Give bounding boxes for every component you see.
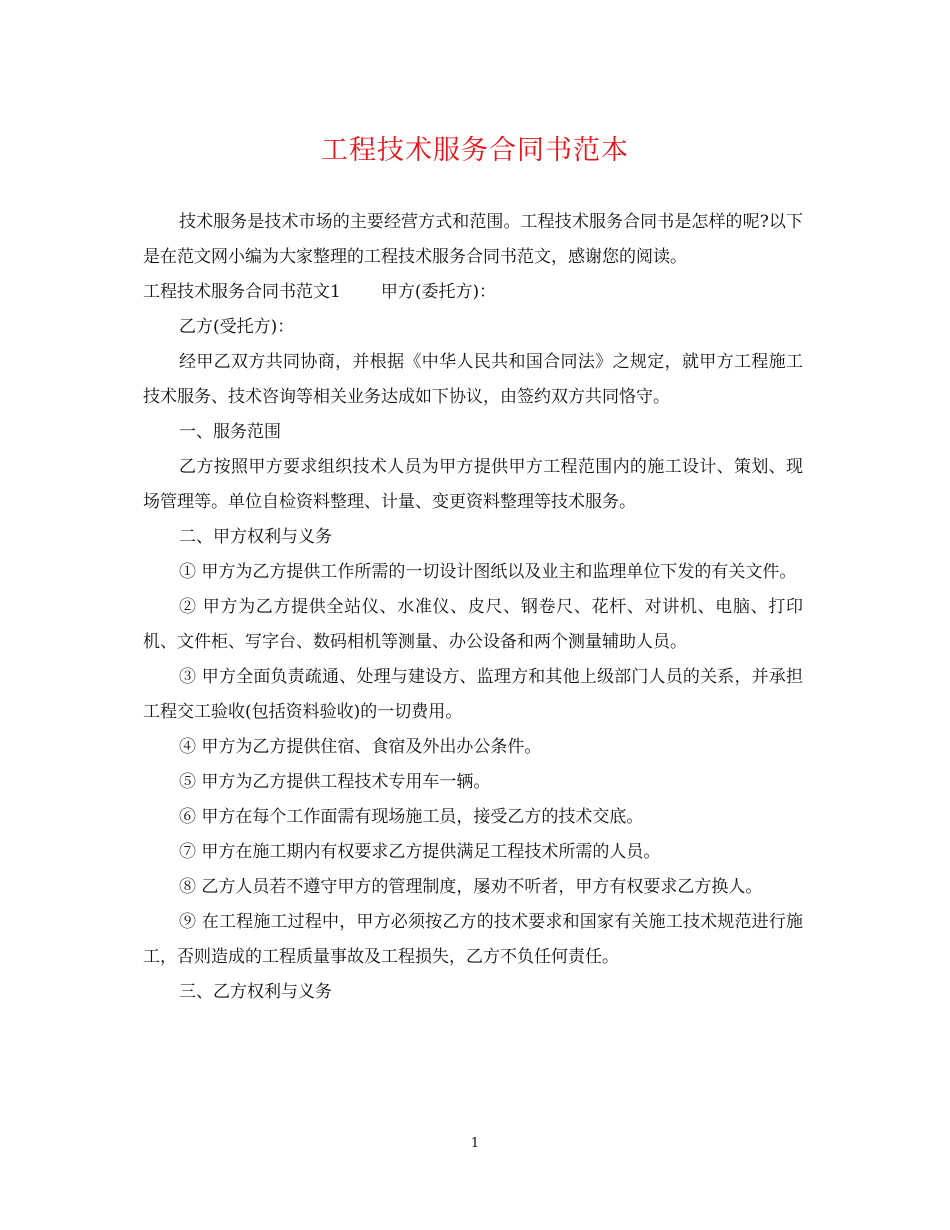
section-2-item: ③ 甲方全面负责疏通、处理与建设方、监理方和其他上级部门人员的关系，并承担工程交工验收(包括资料验收)的一切费用。	[143, 667, 803, 722]
intro-paragraph	[143, 205, 803, 310]
section-2-item: ⑨ 在工程施工过程中，甲方必须按乙方的技术要求和国家有关施工技术规范进行施工，否则造成的工程质量事故及工程损失，乙方不负任何责任。	[143, 912, 803, 967]
intro-text: 技术服务是技术市场的主要经营方式和范围。工程技术服务合同书是怎样的呢?以下是在范文网小编为大家整理的工程技术服务合同书范文，感谢您的阅读。	[143, 212, 803, 267]
page-number: 1	[470, 1136, 480, 1151]
document-title: 工程技术服务合同书范本	[321, 135, 629, 166]
sample-heading: 工程技术服务合同书范文1	[143, 282, 341, 302]
section-2-item: ⑤ 甲方为乙方提供工程技术专用车一辆。	[179, 772, 491, 792]
document-body	[143, 205, 803, 1010]
section-1-title: 一、服务范围	[179, 422, 281, 442]
section-2-item: ⑦ 甲方在施工期内有权要求乙方提供满足工程技术所需的人员。	[179, 842, 661, 862]
section-1-body: 乙方按照甲方要求组织技术人员为甲方提供甲方工程范围内的施工设计、策划、现场管理等。单位自检资料整理、计量、变更资料整理等技术服务。	[143, 457, 803, 512]
section-2-item: ⑥ 甲方在每个工作面需有现场施工员，接受乙方的技术交底。	[179, 807, 644, 827]
section-2-title: 二、甲方权利与义务	[179, 527, 332, 547]
party-b-label: 乙方(受托方)：	[179, 317, 295, 337]
section-3-title: 三、乙方权利与义务	[179, 982, 332, 1002]
preamble-paragraph: 经甲乙双方共同协商，并根据《中华人民共和国合同法》之规定，就甲方工程施工技术服务、技术咨询等相关业务达成如下协议，由签约双方共同恪守。	[143, 352, 803, 407]
section-2-item: ④ 甲方为乙方提供住宿、食宿及外出办公条件。	[179, 737, 542, 757]
section-2-item: ② 甲方为乙方提供全站仪、水准仪、皮尺、钢卷尺、花杆、对讲机、电脑、打印机、文件柜、写字台、数码相机等测量、办公设备和两个测量辅助人员。	[143, 597, 803, 652]
party-a-label: 甲方(委托方)：	[380, 282, 497, 302]
section-2-item: ① 甲方为乙方提供工作所需的一切设计图纸以及业主和监理单位下发的有关文件。	[179, 562, 797, 582]
section-2-item: ⑧ 乙方人员若不遵守甲方的管理制度，屡劝不听者，甲方有权要求乙方换人。	[179, 877, 763, 897]
